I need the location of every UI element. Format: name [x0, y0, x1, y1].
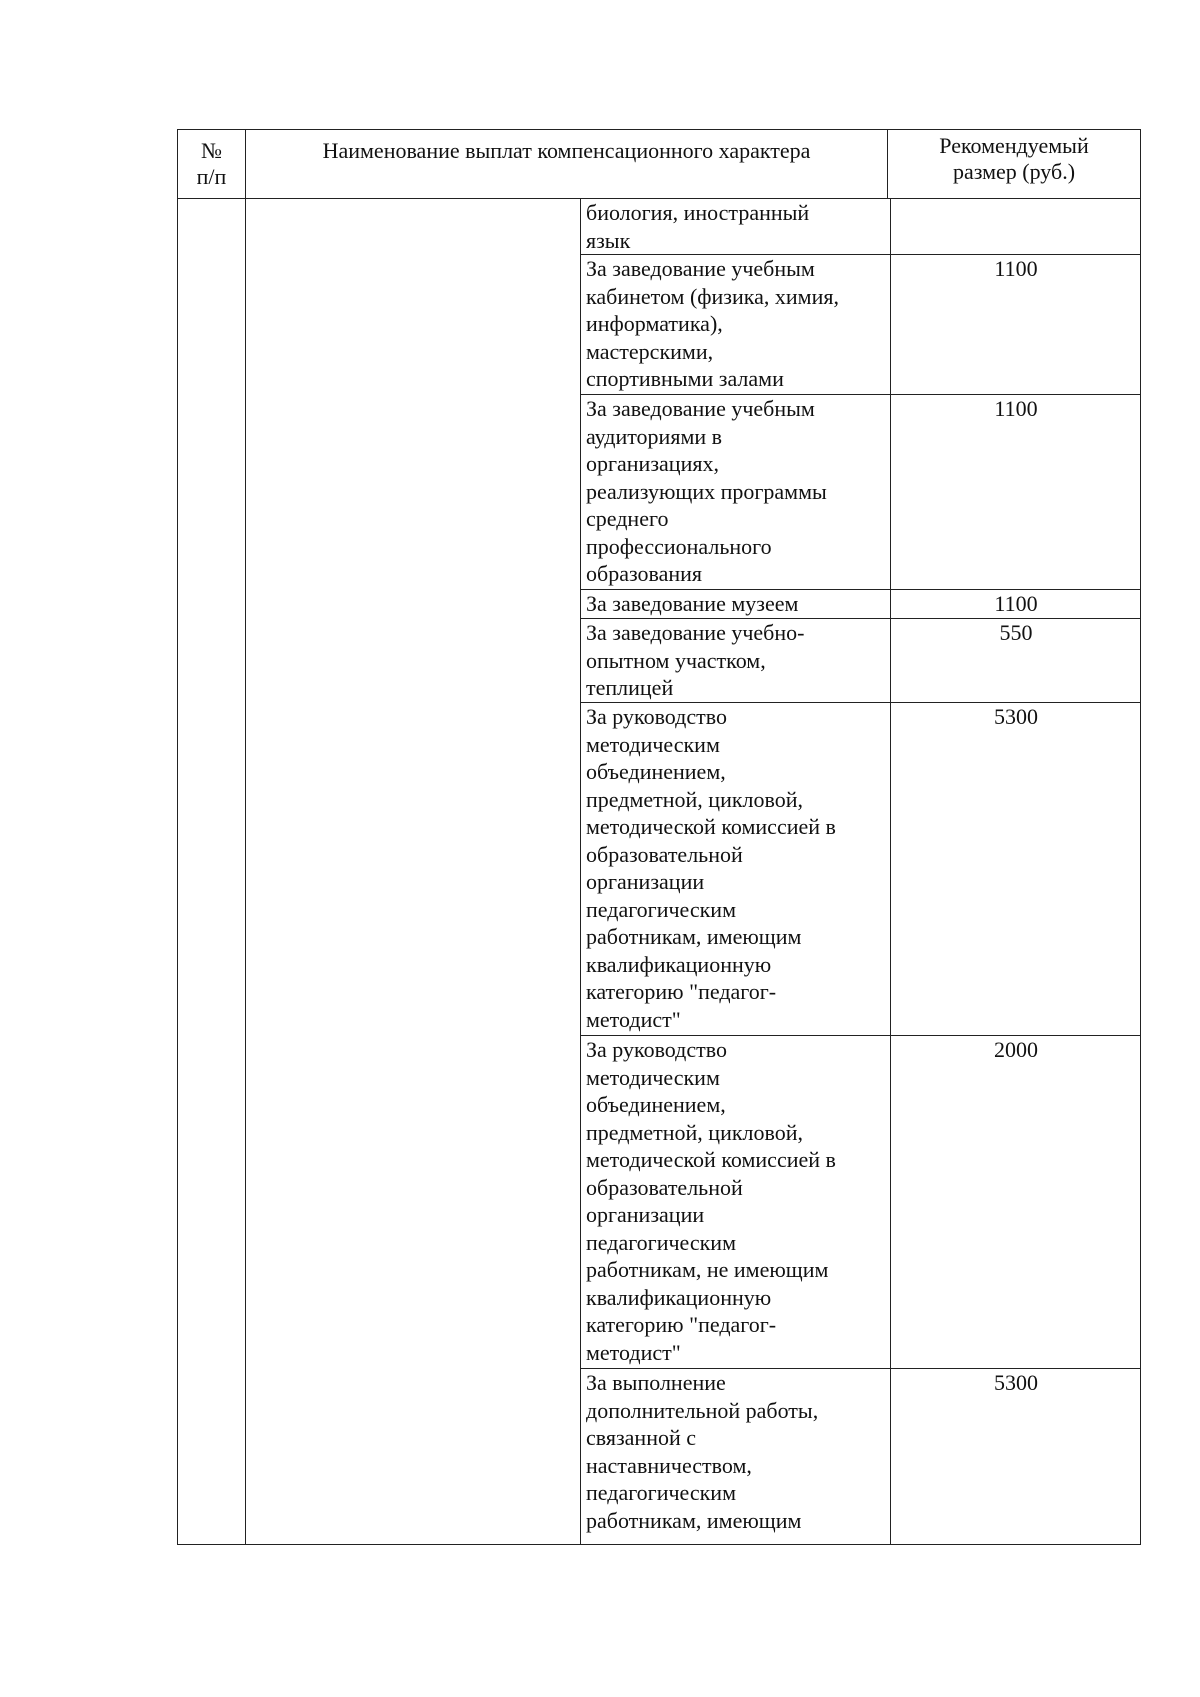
row-value: 1100 [994, 256, 1038, 281]
table-row [580, 1035, 1141, 1368]
header-name-label: Наименование выплат компенсационного характера [322, 138, 811, 163]
table-row [580, 254, 1141, 394]
row-value: 2000 [994, 1037, 1038, 1062]
table-row [580, 589, 1141, 618]
row-divider [890, 1036, 891, 1368]
table-header [177, 129, 1141, 199]
row-value: 5300 [994, 704, 1038, 729]
row-description: За заведование учебным кабинетом (физика, химия, информатика), мастерскими, спортивными залами [586, 256, 839, 391]
table-row [580, 702, 1141, 1035]
table-row [580, 198, 1141, 254]
row-divider [890, 703, 891, 1035]
row-description: За выполнение дополнительной работы, связанной с наставничеством, педагогическим работникам, имеющим [586, 1370, 819, 1533]
header-number-column [178, 130, 246, 198]
row-description: За заведование музеем [586, 591, 799, 616]
row-description: биология, иностранный язык [586, 200, 810, 253]
header-number-label: № п/п [196, 138, 227, 189]
row-value: 1100 [994, 591, 1038, 616]
header-name-column [246, 130, 888, 198]
row-description: За заведование учебным аудиториями в организациях, реализующих программы среднего профессионального образования [586, 396, 827, 586]
row-value: 5300 [994, 1370, 1038, 1395]
column-divider-number [245, 198, 246, 1545]
table-row [580, 618, 1141, 702]
row-description: За руководство методическим объединением, предметной, цикловой, методической комиссией в образовательной организации педагогическим работникам, не имеющим квалификационную категорию "педагог- методист" [586, 1037, 836, 1365]
row-divider [890, 199, 891, 254]
row-value: 550 [999, 620, 1033, 645]
header-size-column [888, 130, 1140, 201]
header-size-label: Рекомендуемый размер (руб.) [939, 133, 1089, 184]
row-description: За руководство методическим объединением, предметной, цикловой, методической комиссией в образовательной организации педагогическим работникам, имеющим квалификационную категорию "педагог- методист" [586, 704, 836, 1032]
row-description: За заведование учебно- опытном участком, теплицей [586, 620, 805, 700]
row-divider [890, 395, 891, 589]
table-row [580, 394, 1141, 589]
row-value: 1100 [994, 396, 1038, 421]
table-row [580, 1368, 1141, 1545]
